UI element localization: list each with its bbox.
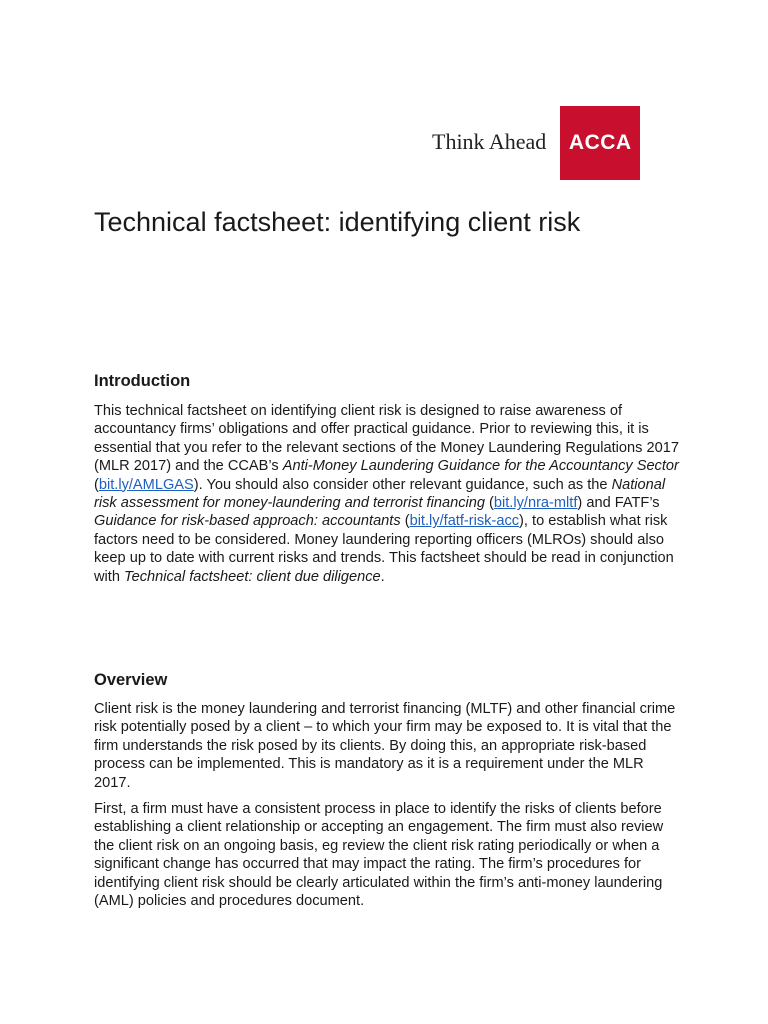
intro-italic-national-risk: National risk assessment for money-laundering and terrorist financing — [94, 476, 666, 512]
acca-logo — [418, 100, 640, 184]
logo-mark: ACCA — [560, 106, 640, 180]
introduction-paragraph: This technical factsheet on identifying client risk is designed to raise awareness of accountancy firms’ obligations and offer practical guidance. Prior to reviewing this, it is essential that you refer to the relevant sections of the Money Laundering Regulations 2017 (MLR 2017) and the CCAB’s Anti-Money Laundering Guidance for the Accountancy Sector (bit.ly/AMLGAS). You should also consider other relevant guidance, such as the National risk assessment for money-laundering and terrorist financing (bit.ly/nra-mltf) and FATF’s Guidance for risk-based approach: accountants (bit.ly/fatf-risk-acc), to establish what risk factors need to be considered. Money laundering reporting officers (MLROs) should also keep up to date with current risks and trends. This factsheet should be read in conjunction with Technical factsheet: client due diligence. — [94, 403, 679, 585]
intro-italic-aml-guidance: Anti-Money Laundering Guidance for the Accountancy Sector — [282, 458, 679, 475]
introduction-heading: Introduction — [94, 372, 191, 390]
intro-text-2: ). You should also consider other relevant guidance, such as the — [193, 476, 612, 493]
logo-tagline: Think Ahead — [418, 100, 560, 184]
intro-text-3: ) and FATF’s — [577, 495, 660, 512]
page-title: Technical factsheet: identifying client risk — [94, 207, 581, 237]
intro-text-4: ), to establish what risk factors need to be considered. Money laundering reporting officers (MLROs) should also keep up to date with current risks and trends. This factsheet should be read in conjunction with — [94, 513, 674, 585]
intro-text-1: This technical factsheet on identifying client risk is designed to raise awareness of accountancy firms’ obligations and offer practical guidance. Prior to reviewing this, it is essential that you refer to the relevant sections of the Money Laundering Regulations 2017 (MLR 2017) and the CCAB’s — [94, 403, 679, 475]
overview-section — [94, 671, 682, 918]
introduction-section — [94, 372, 682, 594]
overview-heading: Overview — [94, 671, 168, 689]
link-fatf-risk-acc[interactable]: bit.ly/fatf-risk-acc — [409, 513, 520, 530]
intro-italic-cdd-factsheet: Technical factsheet: client due diligence — [124, 568, 381, 585]
overview-paragraph-2: First, a firm must have a consistent process in place to identify the risks of clients before establishing a client relationship or accepting an engagement. The firm must also review the client risk on an ongoing basis, eg review the client risk rating periodically or when a significant change has occurred that may impact the rating. The firm’s procedures for identifying client risk should be clearly articulated within the firm’s anti-money laundering (AML) policies and procedures document. — [94, 801, 664, 910]
link-amlgas[interactable]: bit.ly/AMLGAS — [98, 476, 194, 493]
overview-paragraph-1: Client risk is the money laundering and terrorist financing (MLTF) and other financial crime risk potentially posed by a client – to which your firm may be exposed to. It is vital that the firm understands the risk posed by its clients. By doing this, an appropriate risk-based process can be implemented. This is mandatory as it is a requirement under the MLR 2017. — [94, 701, 676, 791]
intro-italic-fatf-guidance: Guidance for risk-based approach: accountants — [94, 513, 401, 530]
link-nra-mltf[interactable]: bit.ly/nra-mltf — [493, 495, 578, 512]
